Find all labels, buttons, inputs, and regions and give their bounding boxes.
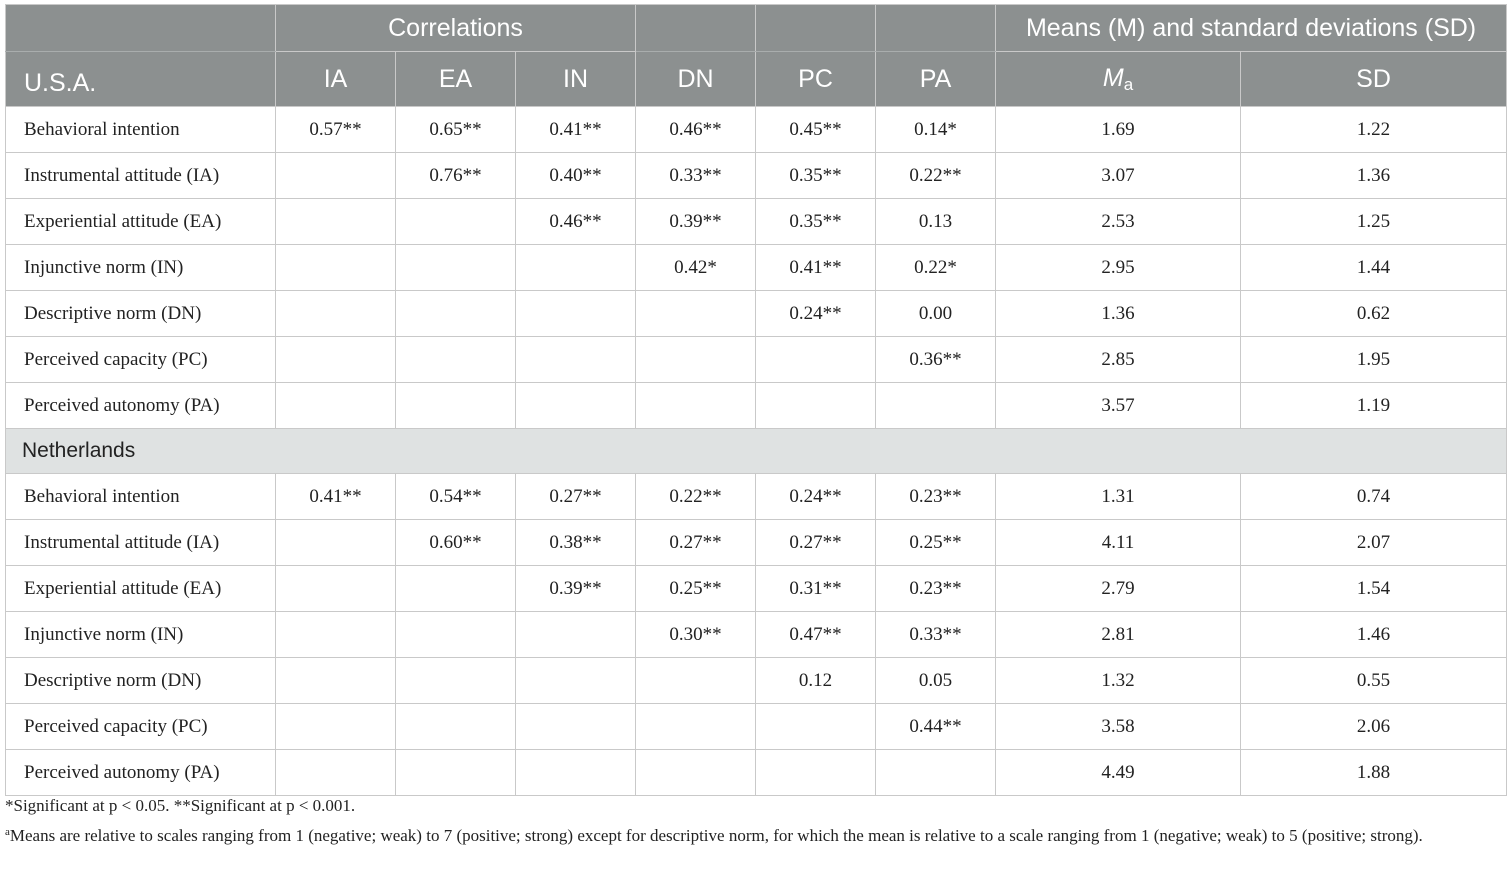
cell-dn: 0.25**: [636, 566, 756, 612]
table-row: [6, 658, 1507, 704]
table-row: [6, 383, 1507, 429]
cell-m: 3.57: [996, 383, 1241, 429]
header-blank: [636, 5, 756, 52]
cell-ia: [276, 704, 396, 750]
cell-in: 0.27**: [516, 474, 636, 520]
cell-pc: [756, 337, 876, 383]
cell-sd: 1.25: [1241, 199, 1507, 245]
cell-sd: 1.44: [1241, 245, 1507, 291]
cell-sd: 1.22: [1241, 107, 1507, 153]
cell-in: 0.46**: [516, 199, 636, 245]
table-row: [6, 199, 1507, 245]
row-label: Injunctive norm (IN): [6, 245, 276, 291]
country-header-usa: U.S.A.: [6, 52, 276, 107]
cell-m: 4.11: [996, 520, 1241, 566]
table-row: [6, 704, 1507, 750]
row-label: Injunctive norm (IN): [6, 612, 276, 658]
cell-dn: 0.27**: [636, 520, 756, 566]
cell-m: 3.07: [996, 153, 1241, 199]
cell-ia: [276, 199, 396, 245]
cell-ia: [276, 153, 396, 199]
table-header: [6, 5, 1507, 107]
table-row: [6, 245, 1507, 291]
table-row: [6, 474, 1507, 520]
row-label: Instrumental attitude (IA): [6, 520, 276, 566]
cell-sd: 2.06: [1241, 704, 1507, 750]
cell-ea: [396, 291, 516, 337]
cell-pc: 0.47**: [756, 612, 876, 658]
cell-ia: [276, 337, 396, 383]
table-row: [6, 107, 1507, 153]
cell-pa: [876, 383, 996, 429]
cell-m: 1.36: [996, 291, 1241, 337]
cell-pa: 0.44**: [876, 704, 996, 750]
cell-pc: 0.35**: [756, 199, 876, 245]
cell-ia: [276, 520, 396, 566]
col-ea-header: EA: [396, 52, 516, 107]
row-label: Perceived capacity (PC): [6, 704, 276, 750]
cell-dn: [636, 704, 756, 750]
row-label: Perceived autonomy (PA): [6, 383, 276, 429]
table-row: [6, 520, 1507, 566]
cell-ea: [396, 704, 516, 750]
cell-pa: 0.25**: [876, 520, 996, 566]
cell-ia: [276, 245, 396, 291]
correlations-header: Correlations: [276, 5, 636, 52]
cell-sd: 0.62: [1241, 291, 1507, 337]
cell-sd: 1.36: [1241, 153, 1507, 199]
row-label: Descriptive norm (DN): [6, 291, 276, 337]
cell-m: 2.81: [996, 612, 1241, 658]
cell-dn: 0.33**: [636, 153, 756, 199]
cell-pc: 0.35**: [756, 153, 876, 199]
cell-m: 4.49: [996, 750, 1241, 796]
col-m-header: [996, 52, 1241, 107]
cell-sd: 2.07: [1241, 520, 1507, 566]
table-row: [6, 750, 1507, 796]
col-pc-header: PC: [756, 52, 876, 107]
cell-in: [516, 245, 636, 291]
cell-dn: [636, 750, 756, 796]
cell-ea: [396, 245, 516, 291]
table-row: [6, 612, 1507, 658]
cell-m: 2.95: [996, 245, 1241, 291]
table-notes: [5, 793, 1505, 849]
cell-pc: [756, 750, 876, 796]
cell-pa: 0.23**: [876, 566, 996, 612]
cell-sd: 0.74: [1241, 474, 1507, 520]
cell-ea: 0.60**: [396, 520, 516, 566]
cell-dn: 0.42*: [636, 245, 756, 291]
means-footnote: [5, 819, 1505, 849]
cell-ia: [276, 566, 396, 612]
cell-sd: 1.46: [1241, 612, 1507, 658]
cell-sd: 0.55: [1241, 658, 1507, 704]
cell-dn: [636, 658, 756, 704]
cell-pc: 0.41**: [756, 245, 876, 291]
cell-pa: 0.22**: [876, 153, 996, 199]
cell-dn: 0.30**: [636, 612, 756, 658]
table-row: [6, 153, 1507, 199]
cell-m: 1.69: [996, 107, 1241, 153]
row-label: Experiential attitude (EA): [6, 199, 276, 245]
cell-ia: [276, 750, 396, 796]
cell-pc: 0.27**: [756, 520, 876, 566]
cell-ea: [396, 199, 516, 245]
cell-pa: 0.22*: [876, 245, 996, 291]
cell-dn: [636, 291, 756, 337]
cell-in: [516, 383, 636, 429]
header-blank: [876, 5, 996, 52]
cell-in: 0.41**: [516, 107, 636, 153]
means-header: Means (M) and standard deviations (SD): [996, 5, 1507, 52]
cell-sd: 1.88: [1241, 750, 1507, 796]
cell-dn: [636, 337, 756, 383]
cell-m: 1.31: [996, 474, 1241, 520]
cell-pc: [756, 383, 876, 429]
table-row: [6, 337, 1507, 383]
cell-pa: 0.23**: [876, 474, 996, 520]
significance-note: *Significant at p < 0.05. **Significant at p < 0.001.: [5, 796, 356, 815]
cell-ea: 0.76**: [396, 153, 516, 199]
row-label: Perceived autonomy (PA): [6, 750, 276, 796]
col-dn-header: DN: [636, 52, 756, 107]
cell-in: [516, 750, 636, 796]
cell-dn: 0.22**: [636, 474, 756, 520]
cell-ia: [276, 612, 396, 658]
cell-m: 1.32: [996, 658, 1241, 704]
cell-sd: 1.54: [1241, 566, 1507, 612]
cell-sd: 1.95: [1241, 337, 1507, 383]
col-m-superscript: a: [1123, 74, 1134, 94]
cell-ea: [396, 383, 516, 429]
cell-pc: 0.12: [756, 658, 876, 704]
cell-ea: 0.54**: [396, 474, 516, 520]
header-blank: [756, 5, 876, 52]
cell-dn: 0.46**: [636, 107, 756, 153]
cell-dn: [636, 383, 756, 429]
section-row-netherlands: [6, 429, 1507, 474]
cell-ea: [396, 337, 516, 383]
cell-m: 3.58: [996, 704, 1241, 750]
row-label: Perceived capacity (PC): [6, 337, 276, 383]
cell-in: 0.39**: [516, 566, 636, 612]
correlations-table: [5, 4, 1507, 796]
cell-pc: 0.45**: [756, 107, 876, 153]
cell-in: [516, 337, 636, 383]
cell-ea: [396, 750, 516, 796]
cell-pa: 0.33**: [876, 612, 996, 658]
cell-ia: [276, 291, 396, 337]
cell-pa: [876, 750, 996, 796]
col-ia-header: IA: [276, 52, 396, 107]
footnote-text: Means are relative to scales ranging from 1 (negative; weak) to 7 (positive; strong) except for descriptive norm, for which the mean is relative to a scale ranging from 1 (negative; weak) to 5 (positive; strong).: [9, 826, 1423, 845]
table-row: [6, 566, 1507, 612]
cell-ea: [396, 566, 516, 612]
row-label: Behavioral intention: [6, 474, 276, 520]
cell-m: 2.85: [996, 337, 1241, 383]
cell-pa: 0.13: [876, 199, 996, 245]
cell-in: 0.38**: [516, 520, 636, 566]
cell-m: 2.79: [996, 566, 1241, 612]
cell-dn: 0.39**: [636, 199, 756, 245]
section-title: Netherlands: [6, 429, 1507, 474]
cell-ea: [396, 612, 516, 658]
cell-pc: 0.24**: [756, 291, 876, 337]
cell-ea: 0.65**: [396, 107, 516, 153]
cell-m: 2.53: [996, 199, 1241, 245]
row-label: Experiential attitude (EA): [6, 566, 276, 612]
table-body: [6, 107, 1507, 796]
cell-ia: [276, 383, 396, 429]
cell-ia: [276, 658, 396, 704]
col-pa-header: PA: [876, 52, 996, 107]
header-blank: [6, 5, 276, 52]
col-sd-header: SD: [1241, 52, 1507, 107]
row-label: Behavioral intention: [6, 107, 276, 153]
cell-pa: 0.00: [876, 291, 996, 337]
row-label: Descriptive norm (DN): [6, 658, 276, 704]
cell-in: [516, 704, 636, 750]
cell-pa: 0.36**: [876, 337, 996, 383]
cell-in: [516, 612, 636, 658]
cell-sd: 1.19: [1241, 383, 1507, 429]
cell-ea: [396, 658, 516, 704]
cell-pa: 0.14*: [876, 107, 996, 153]
cell-pc: [756, 704, 876, 750]
row-label: Instrumental attitude (IA): [6, 153, 276, 199]
col-m-letter: M: [1102, 63, 1124, 92]
cell-pc: 0.31**: [756, 566, 876, 612]
cell-in: [516, 658, 636, 704]
cell-pc: 0.24**: [756, 474, 876, 520]
cell-in: [516, 291, 636, 337]
cell-ia: 0.57**: [276, 107, 396, 153]
col-in-header: IN: [516, 52, 636, 107]
cell-in: 0.40**: [516, 153, 636, 199]
footnote-marker: a: [5, 826, 10, 838]
cell-pa: 0.05: [876, 658, 996, 704]
cell-ia: 0.41**: [276, 474, 396, 520]
table-row: [6, 291, 1507, 337]
